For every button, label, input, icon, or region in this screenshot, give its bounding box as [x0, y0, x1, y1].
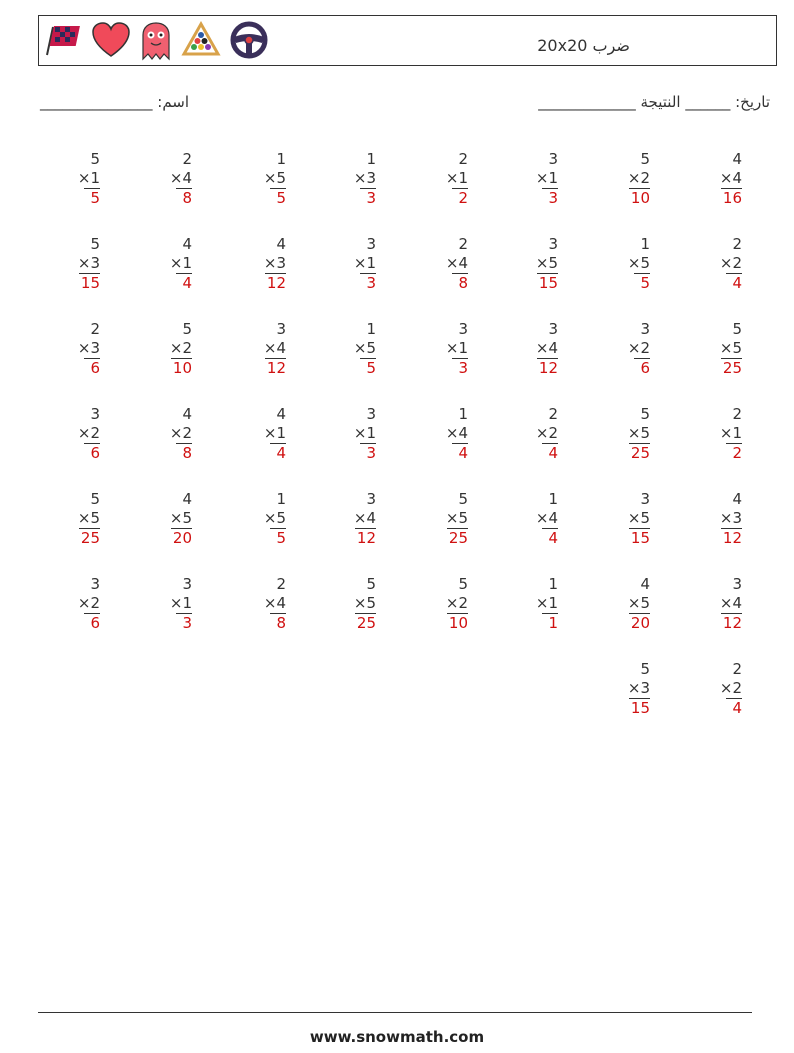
multiplicand: 3	[640, 320, 650, 338]
multiplication-problem	[610, 660, 650, 718]
icon-strip	[43, 21, 269, 61]
multiplier: ×2	[719, 679, 742, 697]
multiplicand: 5	[732, 320, 742, 338]
multiplier: ×1	[535, 169, 558, 187]
multiplicand: 2	[90, 320, 100, 338]
multiplication-problem	[518, 235, 558, 293]
multiplicand: 3	[366, 490, 376, 508]
multiplier: ×1	[169, 254, 192, 272]
multiplier: ×1	[353, 254, 376, 272]
answer: 12	[266, 359, 286, 377]
multiplication-problem	[518, 405, 558, 463]
multiplication-problem	[428, 575, 468, 633]
answer: 8	[176, 188, 192, 208]
answer: 3	[176, 613, 192, 633]
multiplier: ×2	[535, 424, 558, 442]
answer: 20	[630, 614, 650, 632]
multiplication-problem	[60, 320, 100, 378]
multiplicand: 2	[732, 405, 742, 423]
multiplication-problem	[336, 150, 376, 208]
multiplication-problem	[428, 405, 468, 463]
multiplicand: 3	[458, 320, 468, 338]
multiplicand: 4	[640, 575, 650, 593]
answer: 4	[176, 273, 192, 293]
multiplicand: 3	[548, 150, 558, 168]
multiplication-problem	[60, 235, 100, 293]
answer: 3	[542, 188, 558, 208]
multiplicand: 5	[90, 235, 100, 253]
multiplicand: 1	[276, 150, 286, 168]
multiplication-problem	[428, 150, 468, 208]
multiplier: ×2	[169, 339, 192, 357]
multiplier: ×4	[719, 169, 742, 187]
answer: 4	[726, 698, 742, 718]
answer: 8	[176, 443, 192, 463]
multiplication-problem	[336, 405, 376, 463]
heart-icon	[91, 21, 131, 59]
multiplier: ×5	[445, 509, 468, 527]
multiplier: ×4	[535, 509, 558, 527]
multiplicand: 3	[366, 235, 376, 253]
multiplicand: 4	[182, 490, 192, 508]
name-field-label: اسم: _______________	[40, 93, 190, 111]
answer: 25	[630, 444, 650, 462]
multiplication-problem	[518, 490, 558, 548]
multiplier: ×5	[535, 254, 558, 272]
multiplier: ×4	[719, 594, 742, 612]
multiplier: ×1	[353, 424, 376, 442]
multiplication-problem	[152, 575, 192, 633]
multiplication-problem	[702, 490, 742, 548]
multiplication-problem	[152, 150, 192, 208]
multiplication-problem	[610, 320, 650, 378]
multiplicand: 5	[366, 575, 376, 593]
multiplication-problem	[246, 150, 286, 208]
multiplier: ×1	[263, 424, 286, 442]
multiplication-problem	[336, 490, 376, 548]
multiplier: ×1	[169, 594, 192, 612]
answer: 16	[722, 189, 742, 207]
multiplication-problem	[610, 490, 650, 548]
multiplication-problem	[610, 235, 650, 293]
answer: 6	[634, 358, 650, 378]
multiplicand: 3	[90, 405, 100, 423]
multiplier: ×4	[535, 339, 558, 357]
multiplier: ×5	[353, 339, 376, 357]
multiplicand: 3	[548, 235, 558, 253]
multiplier: ×5	[627, 594, 650, 612]
answer: 15	[538, 274, 558, 292]
multiplicand: 5	[458, 490, 468, 508]
multiplier: ×5	[353, 594, 376, 612]
multiplier: ×5	[719, 339, 742, 357]
answer: 12	[266, 274, 286, 292]
multiplicand: 1	[548, 575, 558, 593]
multiplicand: 2	[458, 235, 468, 253]
ghost-icon	[139, 21, 173, 61]
answer: 5	[270, 188, 286, 208]
multiplier: ×2	[627, 169, 650, 187]
multiplication-problem	[152, 405, 192, 463]
multiplicand: 3	[182, 575, 192, 593]
multiplication-problem	[610, 405, 650, 463]
multiplication-problem	[428, 235, 468, 293]
multiplication-problem	[610, 150, 650, 208]
multiplier: ×4	[263, 594, 286, 612]
answer: 8	[452, 273, 468, 293]
multiplicand: 5	[90, 150, 100, 168]
multiplicand: 3	[732, 575, 742, 593]
multiplication-problem	[518, 320, 558, 378]
answer: 5	[84, 188, 100, 208]
multiplication-problem	[702, 405, 742, 463]
multiplicand: 5	[640, 150, 650, 168]
answer: 10	[448, 614, 468, 632]
answer: 15	[630, 699, 650, 717]
multiplication-problem	[60, 405, 100, 463]
answer: 12	[722, 529, 742, 547]
multiplication-problem	[428, 490, 468, 548]
multiplication-problem	[336, 235, 376, 293]
answer: 6	[84, 613, 100, 633]
answer: 10	[630, 189, 650, 207]
answer: 3	[360, 188, 376, 208]
answer: 6	[84, 358, 100, 378]
multiplication-problem	[152, 490, 192, 548]
multiplicand: 2	[548, 405, 558, 423]
multiplier: ×2	[627, 339, 650, 357]
multiplicand: 1	[548, 490, 558, 508]
multiplication-problem	[60, 150, 100, 208]
answer: 6	[84, 443, 100, 463]
multiplicand: 4	[276, 405, 286, 423]
answer: 25	[448, 529, 468, 547]
answer: 4	[452, 443, 468, 463]
answer: 15	[80, 274, 100, 292]
multiplicand: 2	[276, 575, 286, 593]
multiplier: ×2	[77, 594, 100, 612]
multiplier: ×4	[263, 339, 286, 357]
multiplier: ×3	[77, 339, 100, 357]
answer: 3	[452, 358, 468, 378]
multiplier: ×1	[445, 339, 468, 357]
multiplier: ×3	[77, 254, 100, 272]
answer: 15	[630, 529, 650, 547]
answer: 3	[360, 273, 376, 293]
multiplier: ×4	[353, 509, 376, 527]
multiplier: ×3	[263, 254, 286, 272]
multiplier: ×3	[627, 679, 650, 697]
multiplication-problem	[702, 150, 742, 208]
answer: 25	[356, 614, 376, 632]
multiplication-problem	[246, 405, 286, 463]
multiplicand: 2	[182, 150, 192, 168]
multiplication-problem	[610, 575, 650, 633]
multiplicand: 2	[458, 150, 468, 168]
multiplicand: 4	[276, 235, 286, 253]
footer-site: www.snowmath.com	[309, 1028, 485, 1046]
multiplication-problem	[60, 490, 100, 548]
multiplier: ×1	[77, 169, 100, 187]
multiplicand: 5	[90, 490, 100, 508]
answer: 25	[80, 529, 100, 547]
answer: 1	[542, 613, 558, 633]
worksheet-header	[38, 15, 777, 66]
multiplicand: 4	[732, 150, 742, 168]
multiplication-problem	[336, 575, 376, 633]
multiplication-problem	[152, 320, 192, 378]
multiplier: ×1	[445, 169, 468, 187]
multiplication-problem	[152, 235, 192, 293]
answer: 12	[722, 614, 742, 632]
multiplier: ×5	[263, 509, 286, 527]
multiplication-problem	[336, 320, 376, 378]
multiplicand: 4	[732, 490, 742, 508]
multiplication-problem	[702, 320, 742, 378]
answer: 4	[542, 443, 558, 463]
multiplication-problem	[518, 150, 558, 208]
multiplier: ×5	[627, 424, 650, 442]
multiplier: ×2	[445, 594, 468, 612]
multiplicand: 1	[366, 320, 376, 338]
multiplier: ×4	[445, 424, 468, 442]
multiplier: ×2	[719, 254, 742, 272]
multiplicand: 4	[182, 405, 192, 423]
answer: 3	[360, 443, 376, 463]
multiplicand: 1	[366, 150, 376, 168]
multiplicand: 5	[640, 660, 650, 678]
multiplication-problem	[702, 660, 742, 718]
multiplier: ×4	[169, 169, 192, 187]
multiplicand: 4	[182, 235, 192, 253]
multiplier: ×5	[627, 509, 650, 527]
multiplier: ×5	[77, 509, 100, 527]
multiplication-problem	[518, 575, 558, 633]
answer: 10	[172, 359, 192, 377]
multiplier: ×5	[263, 169, 286, 187]
answer: 12	[356, 529, 376, 547]
multiplicand: 2	[732, 660, 742, 678]
multiplicand: 2	[732, 235, 742, 253]
answer: 2	[726, 443, 742, 463]
billiard-rack-icon	[181, 21, 221, 59]
answer: 4	[542, 528, 558, 548]
answer: 5	[360, 358, 376, 378]
multiplicand: 3	[548, 320, 558, 338]
checkered-flag-icon	[43, 21, 83, 59]
answer: 5	[270, 528, 286, 548]
multiplication-problem	[702, 235, 742, 293]
multiplicand: 3	[90, 575, 100, 593]
multiplication-problem	[702, 575, 742, 633]
multiplicand: 5	[458, 575, 468, 593]
multiplication-problem	[246, 320, 286, 378]
multiplicand: 1	[458, 405, 468, 423]
multiplier: ×5	[169, 509, 192, 527]
answer: 5	[634, 273, 650, 293]
multiplier: ×2	[77, 424, 100, 442]
multiplication-problem	[246, 235, 286, 293]
multiplier: ×3	[353, 169, 376, 187]
answer: 12	[538, 359, 558, 377]
answer: 4	[726, 273, 742, 293]
multiplier: ×5	[627, 254, 650, 272]
answer: 2	[452, 188, 468, 208]
multiplication-problem	[246, 490, 286, 548]
footer-divider	[38, 1012, 752, 1013]
answer: 8	[270, 613, 286, 633]
answer: 20	[172, 529, 192, 547]
answer: 4	[270, 443, 286, 463]
multiplicand: 5	[182, 320, 192, 338]
worksheet-title: ضرب 20x20	[537, 36, 630, 55]
multiplier: ×4	[445, 254, 468, 272]
answer: 25	[722, 359, 742, 377]
multiplier: ×2	[169, 424, 192, 442]
multiplicand: 5	[640, 405, 650, 423]
date-score-label: تاريخ: ______ النتيجة _____________	[538, 93, 770, 111]
steering-wheel-icon	[229, 21, 269, 59]
multiplier: ×1	[535, 594, 558, 612]
multiplicand: 3	[640, 490, 650, 508]
multiplier: ×3	[719, 509, 742, 527]
multiplication-problem	[60, 575, 100, 633]
multiplicand: 1	[640, 235, 650, 253]
multiplication-problem	[428, 320, 468, 378]
multiplication-problem	[246, 575, 286, 633]
multiplicand: 1	[276, 490, 286, 508]
multiplicand: 3	[276, 320, 286, 338]
multiplier: ×1	[719, 424, 742, 442]
multiplicand: 3	[366, 405, 376, 423]
